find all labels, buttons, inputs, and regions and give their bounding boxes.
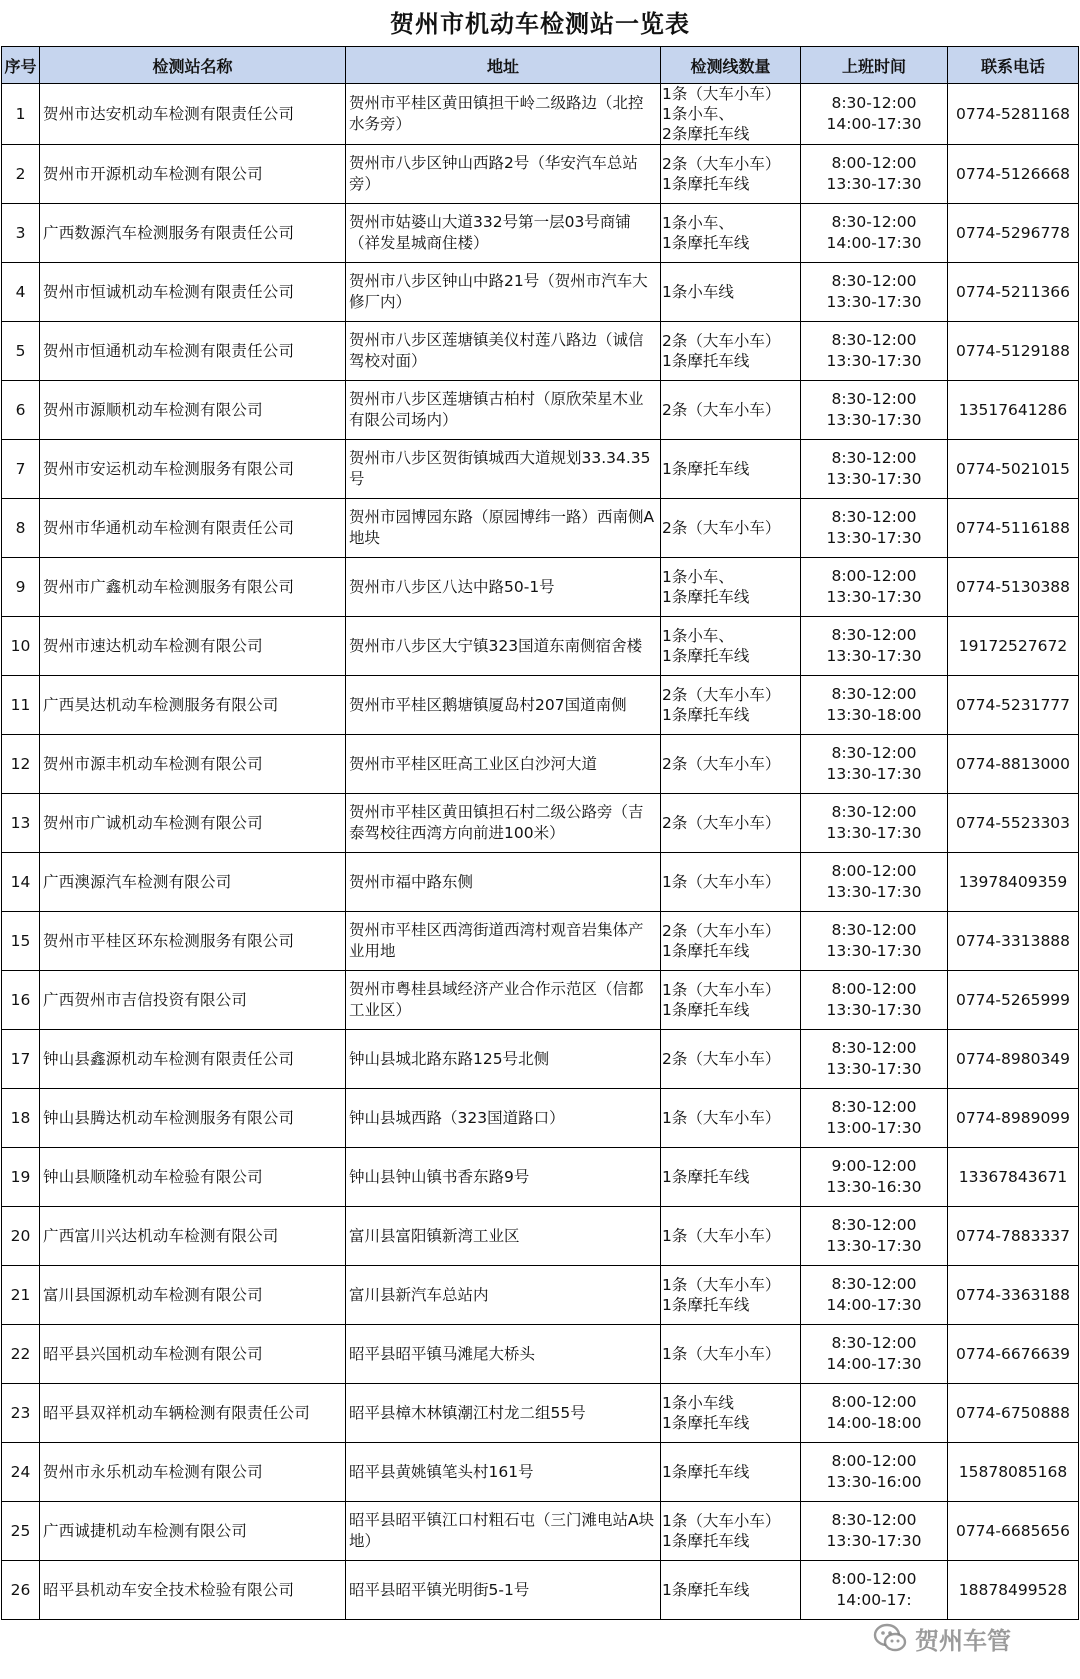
cell-lines: 1条小车、 1条摩托车线 (661, 617, 801, 676)
cell-station-name: 钟山县鑫源机动车检测有限责任公司 (40, 1030, 346, 1089)
table-row (2, 1266, 1079, 1325)
cell-station-name: 广西澳源汽车检测有限公司 (40, 853, 346, 912)
cell-phone: 0774-5523303 (948, 794, 1079, 853)
cell-station-name: 贺州市开源机动车检测有限公司 (40, 145, 346, 204)
cell-phone: 0774-5231777 (948, 676, 1079, 735)
cell-station-name: 广西数源汽车检测服务有限责任公司 (40, 204, 346, 263)
cell-phone: 0774-5021015 (948, 440, 1079, 499)
cell-lines: 1条（大车小车） 1条摩托车线 (661, 1502, 801, 1561)
header-lines: 检测线数量 (661, 47, 801, 84)
cell-index: 13 (2, 794, 40, 853)
cell-phone: 0774-8989099 (948, 1089, 1079, 1148)
cell-phone: 0774-3363188 (948, 1266, 1079, 1325)
cell-hours: 8:00-12:00 13:30-17:30 (801, 145, 948, 204)
table-row (2, 1325, 1079, 1384)
cell-index: 2 (2, 145, 40, 204)
cell-address: 昭平县昭平镇光明街5-1号 (346, 1561, 661, 1620)
table-row (2, 1030, 1079, 1089)
cell-hours: 8:30-12:00 13:30-17:30 (801, 1502, 948, 1561)
cell-index: 4 (2, 263, 40, 322)
cell-index: 19 (2, 1148, 40, 1207)
cell-index: 5 (2, 322, 40, 381)
cell-address: 富川县富阳镇新湾工业区 (346, 1207, 661, 1266)
table-row (2, 1561, 1079, 1620)
cell-address: 贺州市粤桂县域经济产业合作示范区（信都工业区） (346, 971, 661, 1030)
cell-lines: 2条（大车小车） 1条摩托车线 (661, 322, 801, 381)
cell-address: 贺州市平桂区黄田镇担石村二级公路旁（吉泰驾校往西湾方向前进100米） (346, 794, 661, 853)
cell-hours: 8:30-12:00 13:30-17:30 (801, 1207, 948, 1266)
cell-station-name: 贺州市速达机动车检测有限公司 (40, 617, 346, 676)
cell-hours: 8:30-12:00 14:00-17:30 (801, 84, 948, 145)
cell-index: 26 (2, 1561, 40, 1620)
cell-hours: 8:30-12:00 13:30-18:00 (801, 676, 948, 735)
table-row (2, 322, 1079, 381)
cell-lines: 2条（大车小车） (661, 381, 801, 440)
cell-address: 富川县新汽车总站内 (346, 1266, 661, 1325)
cell-address: 贺州市八步区大宁镇323国道东南侧宿舍楼 (346, 617, 661, 676)
cell-index: 12 (2, 735, 40, 794)
cell-address: 贺州市八步区钟山中路21号（贺州市汽车大修厂内） (346, 263, 661, 322)
cell-index: 17 (2, 1030, 40, 1089)
cell-phone: 0774-5211366 (948, 263, 1079, 322)
table-row (2, 84, 1079, 145)
cell-hours: 8:30-12:00 13:30-17:30 (801, 912, 948, 971)
cell-index: 8 (2, 499, 40, 558)
cell-index: 15 (2, 912, 40, 971)
cell-hours: 8:00-12:00 14:00-18:00 (801, 1384, 948, 1443)
cell-hours: 8:30-12:00 13:30-17:30 (801, 263, 948, 322)
cell-hours: 8:00-12:00 13:30-17:30 (801, 558, 948, 617)
cell-index: 14 (2, 853, 40, 912)
cell-address: 昭平县昭平镇马滩尾大桥头 (346, 1325, 661, 1384)
cell-phone: 15878085168 (948, 1443, 1079, 1502)
cell-lines: 1条（大车小车） (661, 1089, 801, 1148)
cell-lines: 1条（大车小车） 1条摩托车线 (661, 1266, 801, 1325)
cell-phone: 0774-6676639 (948, 1325, 1079, 1384)
cell-index: 3 (2, 204, 40, 263)
cell-index: 18 (2, 1089, 40, 1148)
table-row (2, 1089, 1079, 1148)
cell-address: 昭平县樟木林镇潮江村龙二组55号 (346, 1384, 661, 1443)
cell-index: 10 (2, 617, 40, 676)
table-row (2, 204, 1079, 263)
cell-station-name: 广西昊达机动车检测服务有限公司 (40, 676, 346, 735)
cell-phone: 0774-3313888 (948, 912, 1079, 971)
table-row (2, 617, 1079, 676)
cell-hours: 8:30-12:00 13:30-17:30 (801, 1030, 948, 1089)
cell-hours: 8:30-12:00 13:30-17:30 (801, 440, 948, 499)
cell-address: 贺州市八步区八达中路50-1号 (346, 558, 661, 617)
cell-phone: 18878499528 (948, 1561, 1079, 1620)
table-row (2, 912, 1079, 971)
cell-station-name: 钟山县腾达机动车检测服务有限公司 (40, 1089, 346, 1148)
cell-phone: 0774-5265999 (948, 971, 1079, 1030)
cell-station-name: 贺州市安运机动车检测服务有限公司 (40, 440, 346, 499)
cell-phone: 0774-5281168 (948, 84, 1079, 145)
cell-address: 贺州市八步区莲塘镇美仪村莲八路边（诚信驾校对面） (346, 322, 661, 381)
cell-phone: 0774-7883337 (948, 1207, 1079, 1266)
cell-station-name: 贺州市永乐机动车检测有限公司 (40, 1443, 346, 1502)
cell-lines: 2条（大车小车） (661, 794, 801, 853)
table-row (2, 1384, 1079, 1443)
table-row (2, 499, 1079, 558)
table-title: 贺州市机动车检测站一览表 (390, 9, 690, 38)
cell-phone: 19172527672 (948, 617, 1079, 676)
cell-station-name: 贺州市恒诚机动车检测有限责任公司 (40, 263, 346, 322)
cell-phone: 0774-5129188 (948, 322, 1079, 381)
cell-address: 钟山县城北路东路125号北侧 (346, 1030, 661, 1089)
table-row (2, 381, 1079, 440)
cell-lines: 1条摩托车线 (661, 1561, 801, 1620)
cell-lines: 1条小车线 (661, 263, 801, 322)
cell-hours: 8:30-12:00 14:00-17:30 (801, 1266, 948, 1325)
table-body (2, 84, 1079, 1620)
cell-index: 22 (2, 1325, 40, 1384)
cell-index: 20 (2, 1207, 40, 1266)
cell-hours: 8:30-12:00 14:00-17:30 (801, 1325, 948, 1384)
cell-phone: 0774-8813000 (948, 735, 1079, 794)
cell-index: 16 (2, 971, 40, 1030)
cell-hours: 9:00-12:00 13:30-16:30 (801, 1148, 948, 1207)
table-row (2, 1148, 1079, 1207)
cell-lines: 1条小车、 1条摩托车线 (661, 558, 801, 617)
cell-station-name: 贺州市达安机动车检测有限责任公司 (40, 84, 346, 145)
cell-hours: 8:00-12:00 14:00-17: (801, 1561, 948, 1620)
cell-phone: 13367843671 (948, 1148, 1079, 1207)
cell-phone: 13978409359 (948, 853, 1079, 912)
cell-index: 6 (2, 381, 40, 440)
cell-address: 贺州市平桂区鹅塘镇厦岛村207国道南侧 (346, 676, 661, 735)
cell-station-name: 广西富川兴达机动车检测有限公司 (40, 1207, 346, 1266)
cell-station-name: 昭平县机动车安全技术检验有限公司 (40, 1561, 346, 1620)
cell-lines: 1条（大车小车） (661, 853, 801, 912)
cell-station-name: 贺州市广诚机动车检测有限公司 (40, 794, 346, 853)
cell-station-name: 广西贺州市吉信投资有限公司 (40, 971, 346, 1030)
cell-address: 钟山县城西路（323国道路口） (346, 1089, 661, 1148)
cell-lines: 1条（大车小车） (661, 1325, 801, 1384)
wechat-icon (873, 1621, 907, 1655)
header-idx: 序号 (2, 47, 40, 84)
cell-lines: 1条摩托车线 (661, 1443, 801, 1502)
cell-station-name: 昭平县兴国机动车检测有限公司 (40, 1325, 346, 1384)
table-row (2, 735, 1079, 794)
cell-station-name: 广西诚捷机动车检测有限公司 (40, 1502, 346, 1561)
cell-address: 昭平县黄姚镇笔头村161号 (346, 1443, 661, 1502)
cell-station-name: 贺州市恒通机动车检测有限责任公司 (40, 322, 346, 381)
cell-index: 21 (2, 1266, 40, 1325)
cell-index: 11 (2, 676, 40, 735)
watermark-text: 贺州车管 (915, 1626, 1011, 1655)
cell-phone: 0774-5126668 (948, 145, 1079, 204)
table-row (2, 794, 1079, 853)
table-row (2, 263, 1079, 322)
cell-lines: 1条（大车小车） 1条小车、 2条摩托车线 (661, 84, 801, 145)
cell-lines: 1条小车线 1条摩托车线 (661, 1384, 801, 1443)
cell-phone: 0774-5296778 (948, 204, 1079, 263)
table-row (2, 145, 1079, 204)
cell-hours: 8:30-12:00 13:30-17:30 (801, 322, 948, 381)
cell-address: 贺州市园博园东路（原园博纬一路）西南侧A地块 (346, 499, 661, 558)
cell-station-name: 贺州市源丰机动车检测有限公司 (40, 735, 346, 794)
cell-lines: 2条（大车小车） 1条摩托车线 (661, 912, 801, 971)
header-name: 检测站名称 (40, 47, 346, 84)
cell-index: 25 (2, 1502, 40, 1561)
table-row (2, 676, 1079, 735)
cell-station-name: 富川县国源机动车检测有限公司 (40, 1266, 346, 1325)
header-row (2, 47, 1079, 84)
table-row (2, 971, 1079, 1030)
cell-index: 9 (2, 558, 40, 617)
cell-lines: 1条摩托车线 (661, 440, 801, 499)
cell-lines: 2条（大车小车） 1条摩托车线 (661, 145, 801, 204)
cell-lines: 2条（大车小车） 1条摩托车线 (661, 676, 801, 735)
table-row (2, 1502, 1079, 1561)
cell-address: 贺州市八步区贺街镇城西大道规划33.34.35号 (346, 440, 661, 499)
header-address: 地址 (346, 47, 661, 84)
cell-hours: 8:30-12:00 13:30-17:30 (801, 735, 948, 794)
cell-lines: 1条小车、 1条摩托车线 (661, 204, 801, 263)
cell-hours: 8:30-12:00 13:30-17:30 (801, 381, 948, 440)
cell-phone: 0774-6685656 (948, 1502, 1079, 1561)
cell-hours: 8:00-12:00 13:30-17:30 (801, 971, 948, 1030)
table-row (2, 440, 1079, 499)
cell-hours: 8:30-12:00 13:30-17:30 (801, 499, 948, 558)
table-row (2, 1207, 1079, 1266)
inspection-station-table (1, 46, 1079, 1620)
cell-lines: 2条（大车小车） (661, 499, 801, 558)
cell-address: 贺州市八步区莲塘镇古柏村（原欣荣星木业有限公司场内） (346, 381, 661, 440)
table-row (2, 1443, 1079, 1502)
cell-index: 1 (2, 84, 40, 145)
cell-lines: 2条（大车小车） (661, 735, 801, 794)
cell-index: 7 (2, 440, 40, 499)
cell-hours: 8:30-12:00 14:00-17:30 (801, 204, 948, 263)
cell-station-name: 昭平县双祥机动车辆检测有限责任公司 (40, 1384, 346, 1443)
cell-lines: 1条（大车小车） 1条摩托车线 (661, 971, 801, 1030)
header-hours: 上班时间 (801, 47, 948, 84)
cell-hours: 8:30-12:00 13:30-17:30 (801, 794, 948, 853)
cell-address: 贺州市平桂区旺高工业区白沙河大道 (346, 735, 661, 794)
header-phone: 联系电话 (948, 47, 1079, 84)
cell-station-name: 贺州市广鑫机动车检测服务有限公司 (40, 558, 346, 617)
cell-address: 贺州市福中路东侧 (346, 853, 661, 912)
cell-address: 钟山县钟山镇书香东路9号 (346, 1148, 661, 1207)
cell-lines: 1条（大车小车） (661, 1207, 801, 1266)
cell-phone: 0774-5116188 (948, 499, 1079, 558)
cell-station-name: 钟山县顺隆机动车检验有限公司 (40, 1148, 346, 1207)
cell-address: 贺州市姑婆山大道332号第一层03号商铺（祥发星城商住楼） (346, 204, 661, 263)
cell-phone: 0774-8980349 (948, 1030, 1079, 1089)
cell-station-name: 贺州市华通机动车检测有限责任公司 (40, 499, 346, 558)
cell-address: 贺州市八步区钟山西路2号（华安汽车总站旁） (346, 145, 661, 204)
cell-hours: 8:30-12:00 13:30-17:30 (801, 617, 948, 676)
cell-station-name: 贺州市平桂区环东检测服务有限公司 (40, 912, 346, 971)
cell-address: 贺州市平桂区黄田镇担干岭二级路边（北控水务旁） (346, 84, 661, 145)
cell-phone: 0774-6750888 (948, 1384, 1079, 1443)
cell-hours: 8:30-12:00 13:00-17:30 (801, 1089, 948, 1148)
cell-station-name: 贺州市源顺机动车检测有限公司 (40, 381, 346, 440)
cell-address: 贺州市平桂区西湾街道西湾村观音岩集体产业用地 (346, 912, 661, 971)
cell-lines: 1条摩托车线 (661, 1148, 801, 1207)
table-row (2, 558, 1079, 617)
cell-index: 23 (2, 1384, 40, 1443)
cell-address: 昭平县昭平镇江口村粗石屯（三门滩电站A块地） (346, 1502, 661, 1561)
cell-phone: 0774-5130388 (948, 558, 1079, 617)
cell-index: 24 (2, 1443, 40, 1502)
cell-lines: 2条（大车小车） (661, 1030, 801, 1089)
watermark (873, 1620, 1011, 1656)
cell-hours: 8:00-12:00 13:30-16:00 (801, 1443, 948, 1502)
cell-phone: 13517641286 (948, 381, 1079, 440)
table-row (2, 853, 1079, 912)
cell-hours: 8:00-12:00 13:30-17:30 (801, 853, 948, 912)
